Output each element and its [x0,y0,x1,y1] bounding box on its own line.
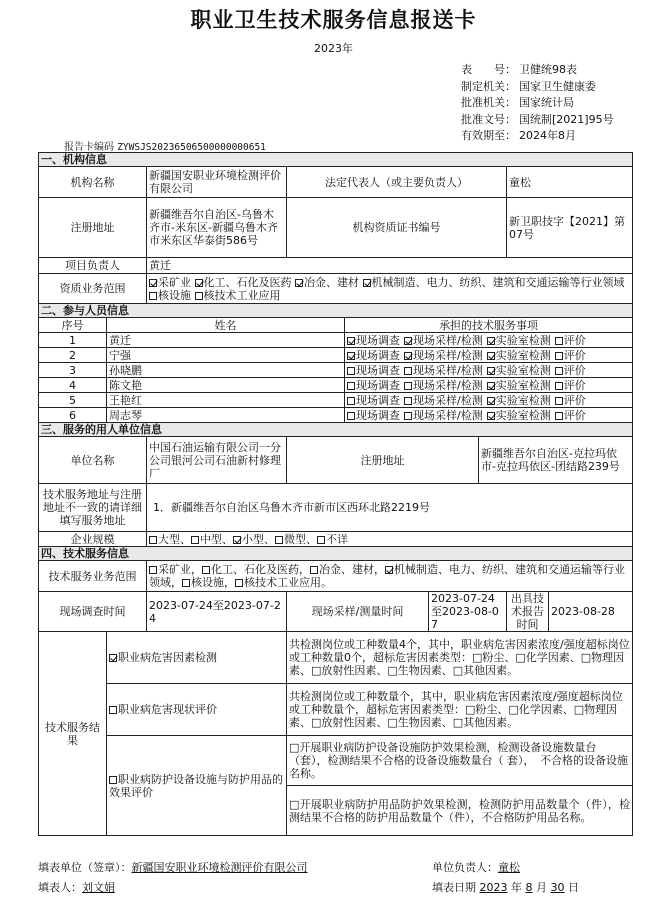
meta-row: 制定机关： 国家卫生健康委 [461,79,596,93]
scope-option[interactable]: 化工、石化及医药 [202,563,299,576]
checkbox-icon [487,352,495,360]
checkbox-icon [404,352,412,360]
scope-option[interactable]: 采矿业 [149,276,191,289]
table-row: 1 黄迁 现场调查 现场采样/检测 实验室检测 评价 [39,333,633,348]
survey-time-label: 现场调查时间 [39,592,147,632]
size-option[interactable]: 小型 [233,533,264,546]
service-item-option[interactable]: 现场调查 [347,409,400,422]
cert-no-label: 机构资质证书编号 [287,198,507,258]
sampling-time-label: 现场采样/测量时间 [287,592,429,632]
employer-name-value: 中国石油运输有限公司一分公司银河公司石油新村修理厂 [147,437,287,484]
fill-date-year: 2023 [479,881,508,894]
scope-option[interactable]: 采矿业 [149,563,191,576]
checkbox-icon [182,579,190,587]
scope-option[interactable]: 核设施 [182,576,224,589]
table-row: 4 陈文艳 现场调查 现场采样/检测 实验室检测 评价 [39,378,633,393]
checkbox-icon [347,352,355,360]
report-time-value: 2023-08-28 [549,592,633,632]
org-name-value: 新疆国安职业环境检测评价有限公司 [147,167,287,198]
service-items [345,348,633,363]
service-item-option[interactable]: 现场采样/检测 [404,364,483,377]
section-employer: 三、服务的用人单位信息 [39,423,633,437]
result-option[interactable] [107,632,287,684]
service-item-option[interactable]: 评价 [555,394,586,407]
checkbox-icon [347,397,355,405]
service-item-option[interactable]: 评价 [555,409,586,422]
checkbox-icon [385,566,393,574]
checkbox-icon [555,412,563,420]
service-item-option[interactable]: 现场调查 [347,394,400,407]
checkbox-icon [404,412,412,420]
qual-scope-label: 资质业务范围 [39,274,147,304]
checkbox-icon [233,536,241,544]
checkbox-icon [317,536,325,544]
filling-unit-value: 新疆国安职业环境检测评价有限公司 [131,861,308,874]
checkbox-icon [109,776,117,784]
service-items [345,393,633,408]
table-row: 3 孙晓鹏 现场调查 现场采样/检测 实验室检测 评价 [39,363,633,378]
checkbox-icon [404,382,412,390]
service-item-option[interactable]: 现场采样/检测 [404,394,483,407]
checkbox-icon [487,367,495,375]
checkbox-icon [487,337,495,345]
col-header-no: 序号 [39,318,107,333]
checkbox-icon [487,412,495,420]
fill-date-month: 8 [525,881,533,894]
service-result-label: 技术服务结果 [39,632,107,836]
project-lead-label: 项目负责人 [39,258,147,274]
checkbox-icon [555,352,563,360]
checkbox-icon [487,397,495,405]
scope-option[interactable]: 化工、石化及医药 [195,276,292,289]
checkbox-icon [149,566,157,574]
service-item-option[interactable]: 现场采样/检测 [404,379,483,392]
checkbox-icon [347,337,355,345]
service-address-value: 1．新疆维吾尔自治区乌鲁木齐市新市区西环北路2219号 [147,484,633,532]
checkbox-icon [363,279,371,287]
checkbox-icon [191,536,199,544]
report-code-label: 报告卡编码 [64,142,114,153]
service-items [345,363,633,378]
form-meta [461,62,614,145]
service-item-option[interactable]: 现场采样/检测 [404,334,483,347]
fill-date-day: 30 [550,881,565,894]
service-item-option[interactable]: 现场调查 [347,379,400,392]
report-time-label: 出具技术报告时间 [507,592,549,632]
report-year: 2023年 [314,42,353,55]
checkbox-icon [195,292,203,300]
checkbox-icon [555,337,563,345]
legal-rep-label: 法定代表人（或主要负责人） [287,167,507,198]
table-row: 6 周志琴 现场调查 现场采样/检测 实验室检测 评价 [39,408,633,423]
service-item-option[interactable]: 实验室检测 [487,379,551,392]
enterprise-size-options: 大型、 中型、 小型、 微型、 不详 [147,532,633,547]
service-item-option[interactable]: 评价 [555,334,586,347]
scope-option[interactable]: 冶金、建材 [295,276,359,289]
checkbox-icon [404,367,412,375]
service-item-option[interactable]: 评价 [555,379,586,392]
report-code-value: ZYWSJS20236506500000000651 [117,142,266,153]
checkbox-icon [555,397,563,405]
result-detail: □开展职业病防护用品防护效果检测，检测防护用品数量个（件），检测结果不合格的防护用品数量个（件），不合格防护用品名称。 [287,786,633,836]
service-address-label: 技术服务地址与注册地址不一致的请详细填写服务地址 [39,484,147,532]
reg-address-label: 注册地址 [39,198,147,258]
unit-head-value: 童松 [498,861,520,874]
checkbox-icon [404,397,412,405]
service-item-option[interactable]: 现场调查 [347,334,400,347]
service-item-option[interactable]: 现场调查 [347,364,400,377]
checkbox-icon [555,382,563,390]
scope-option[interactable]: 核设施 [149,289,191,302]
filling-unit: 填表单位（签章）：新疆国安职业环境检测评价有限公司 [38,861,308,874]
scope-option[interactable]: 冶金、建材 [310,563,374,576]
meta-row: 批准机关： 国家统计局 [461,96,574,109]
size-option[interactable]: 微型 [275,533,306,546]
result-detail: 共检测岗位或工种数量4个，其中，职业病危害因素浓度/强度超标岗位或工种数量0个，超标危害因素类型：□粉尘、□化学因素、□物理因素、□放射性因素、□生物因素、□其他因素。 [287,632,633,684]
section-personnel: 二、参与人员信息 [39,304,633,318]
service-item-option[interactable]: 现场采样/检测 [404,349,483,362]
result-option-label: 职业病危害因素检测 [118,651,217,664]
scope-option[interactable]: 机械制造、电力、纺织、建筑和交通运输等行业领域 [363,276,625,289]
service-scope-label: 技术服务业务范围 [39,561,147,592]
report-code [64,138,266,153]
result-detail: □开展职业病防护设备设施防护效果检测，检测设备设施数量台（套），检测结果不合格的设备设施数量台（ 套）， 不合格的设备设施名称。 [287,736,633,786]
unit-head: 单位负责人：童松 [432,861,520,874]
reg-address-value: 新疆维吾尔自治区-乌鲁木齐市-米东区-新疆乌鲁木齐市米东区华泰街586号 [147,198,287,258]
table-row: 2 宁强 现场调查 现场采样/检测 实验室检测 评价 [39,348,633,363]
section-service: 四、技术服务信息 [39,547,633,561]
qual-scope-options [147,274,633,304]
size-option[interactable]: 不详 [317,533,348,546]
table-row: 5 王艳红 现场调查 现场采样/检测 实验室检测 评价 [39,393,633,408]
employer-name-label: 单位名称 [39,437,147,484]
checkbox-icon [202,566,210,574]
org-name-label: 机构名称 [39,167,147,198]
service-item-option[interactable]: 实验室检测 [487,334,551,347]
checkbox-icon [487,382,495,390]
cert-no-value: 新卫职技字【2021】第07号 [507,198,633,258]
col-header-items: 承担的技术服务事项 [345,318,633,333]
checkbox-icon [347,367,355,375]
service-item-option[interactable]: 实验室检测 [487,349,551,362]
service-items [345,333,633,348]
service-item-option[interactable]: 实验室检测 [487,409,551,422]
sampling-time-value: 2023-07-24至2023-08-07 [429,592,507,632]
info-table [38,152,633,836]
legal-rep-value: 童松 [507,167,633,198]
checkbox-icon [347,412,355,420]
checkbox-icon [109,654,117,662]
checkbox-icon [109,706,117,714]
service-item-option[interactable]: 实验室检测 [487,394,551,407]
meta-row: 表 号： 卫健统98表 [461,63,577,76]
col-header-name: 姓名 [107,318,345,333]
checkbox-icon [555,367,563,375]
section-institution: 一、机构信息 [39,153,633,167]
filler-value: 刘文娟 [82,881,115,894]
service-items [345,378,633,393]
service-item-option[interactable]: 现场采样/检测 [404,409,483,422]
result-option-label: 职业病危害现状评价 [118,703,217,716]
enterprise-size-label: 企业规模 [39,532,147,547]
filler: 填表人：刘文娟 [38,881,115,894]
meta-row: 批准文号： 国统制[2021]95号 [461,112,614,126]
service-items [345,408,633,423]
checkbox-icon [149,292,157,300]
service-scope-options: 采矿业， 化工、石化及医药， 冶金、建材， 机械制造、电力、纺织、建筑和交通运输等行业领域， 核设施， 核技术工业应用。 [147,561,633,592]
document-title: 职业卫生技术服务信息报送卡 [190,7,477,32]
size-option[interactable]: 中型 [191,533,222,546]
checkbox-icon [195,279,203,287]
checkbox-icon [310,566,318,574]
personnel-rows [39,333,633,423]
scope-option[interactable]: 核技术工业应用 [235,576,321,589]
project-lead-value: 黄迁 [147,258,633,274]
checkbox-icon [149,536,157,544]
checkbox-icon [149,279,157,287]
survey-time-value: 2023-07-24至2023-07-24 [147,592,287,632]
scope-option[interactable]: 核技术工业应用 [195,289,281,302]
checkbox-icon [347,382,355,390]
result-option[interactable] [107,736,287,836]
meta-row: 有效期至： 2024年8月 [461,129,576,142]
service-item-option[interactable]: 实验室检测 [487,364,551,377]
employer-address-label: 注册地址 [287,437,479,484]
result-detail: 共检测岗位或工种数量个，其中，职业病危害因素浓度/强度超标岗位或工种数量个，超标危害因素类型：□粉尘、□化学因素、□物理因素、□放射性因素、□生物因素、□其他因素。 [287,684,633,736]
checkbox-icon [404,337,412,345]
service-item-option[interactable]: 评价 [555,364,586,377]
fill-date: 填表日期 2023 年 8 月 30 日 [432,881,579,894]
result-option-label: 职业病防护设备设施与防护用品的效果评价 [109,772,283,799]
result-option[interactable] [107,684,287,736]
employer-address-value: 新疆维吾尔自治区-克拉玛依市-克拉玛依区-团结路239号 [479,437,633,484]
service-item-option[interactable]: 现场调查 [347,349,400,362]
checkbox-icon [235,579,243,587]
checkbox-icon [295,279,303,287]
size-option[interactable]: 大型 [149,533,180,546]
checkbox-icon [275,536,283,544]
service-item-option[interactable]: 评价 [555,349,586,362]
scope-option[interactable]: 机械制造、电力、纺织、建筑和交通运输等行业领域 [149,563,625,589]
